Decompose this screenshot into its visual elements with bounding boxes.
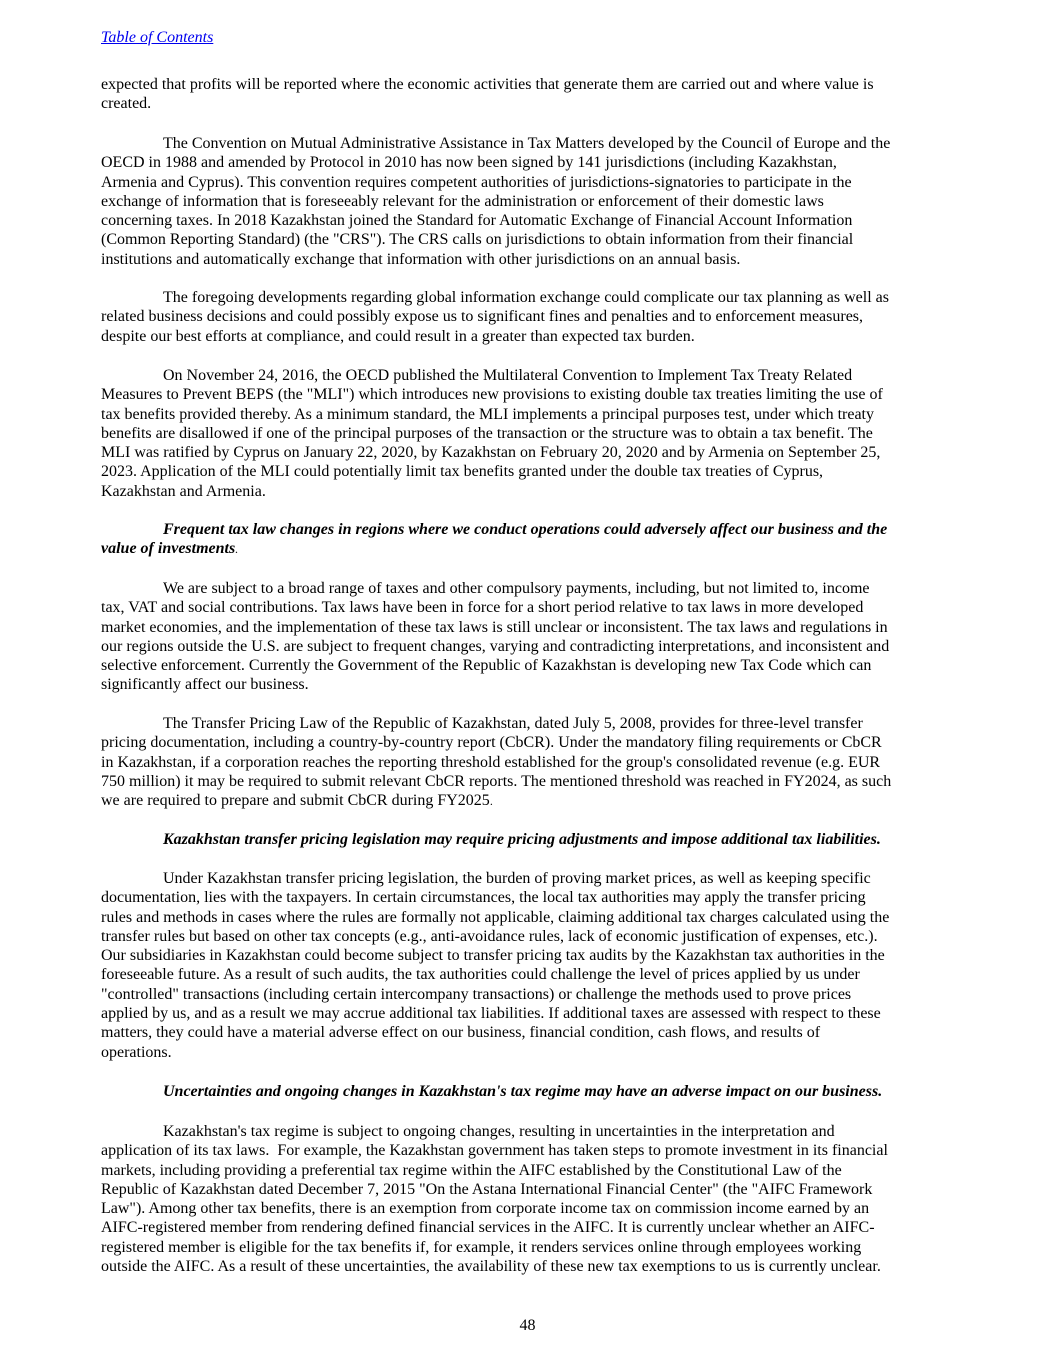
text-line: significantly affect our business.	[101, 676, 309, 694]
text-line: Kazakhstan's tax regime is subject to ongoing changes, resulting in uncertainties in the interpretation and	[163, 1123, 835, 1140]
text-line: tax, VAT and social contributions. Tax laws have been in force for a short period relative to tax laws in more developed	[101, 599, 864, 617]
risk-heading-frequent-tax-law-changes	[101, 520, 971, 560]
text-line: exchange of information that is foreseeably relevant for the administration or enforcement of their domestic laws	[101, 192, 824, 210]
heading-line: Kazakhstan transfer pricing legislation may require pricing adjustments and impose additional tax liabilities.	[163, 831, 881, 848]
text-line: outside the AIFC. As a result of these uncertainties, the availability of these new tax exemptions to us is currently unclear.	[101, 1258, 881, 1276]
text-line: OECD in 1988 and amended by Protocol in 2010 has now been signed by 141 jurisdictions (including Kazakhstan,	[101, 154, 837, 172]
text-line: The Convention on Mutual Administrative Assistance in Tax Matters developed by the Council of Europe and the	[163, 135, 891, 152]
risk-heading-tax-regime-uncertainties	[101, 1082, 971, 1101]
text-line: markets, including providing a preferential tax regime within the AIFC established by the Constitutional Law of the	[101, 1161, 842, 1179]
text-line: created.	[101, 95, 152, 113]
paragraph-mli	[101, 366, 971, 501]
text-line: Measures to Prevent BEPS (the "MLI") which introduces new provisions to existing double tax treaties limiting the use of	[101, 386, 883, 404]
text-line: The foregoing developments regarding global information exchange could complicate our tax planning as well as	[163, 289, 889, 306]
text-line: Armenia and Cyprus). This convention requires competent authorities of jurisdictions-signatories to participate in the	[101, 173, 852, 191]
text-line: documentation, lies with the taxpayers. In certain circumstances, the local tax authorities may apply the transfer pricing	[101, 889, 866, 907]
text-line: transfer rules but based on other tax concepts (e.g., anti-avoidance rules, lack of economic justification of expenses, etc.).	[101, 927, 878, 945]
text-line	[101, 791, 971, 811]
text-line: in Kazakhstan, if a corporation reaches the reporting threshold established for the group's consolidated revenue (e.g. EUR	[101, 753, 881, 771]
text-line: institutions and automatically exchange that information with other jurisdictions on an annual basis.	[101, 250, 741, 268]
text-line: despite our best efforts at compliance, and could result in a greater than expected tax burden.	[101, 327, 695, 345]
paragraph-transfer-pricing-law	[101, 714, 971, 811]
paragraph-compulsory-payments	[101, 579, 971, 695]
text-line: We are subject to a broad range of taxes and other compulsory payments, including, but not limited to, income	[163, 580, 870, 597]
text-line: foreseeable future. As a result of such audits, the tax authorities could challenge the level of prices applied by us under	[101, 966, 860, 984]
text-line: Republic of Kazakhstan dated December 7, 2015 "On the Astana International Financial Center" (the "AIFC Framework	[101, 1180, 873, 1198]
text-line: On November 24, 2016, the OECD published the Multilateral Convention to Implement Tax Treaty Related	[163, 367, 853, 384]
text-line: related business decisions and could possibly expose us to significant fines and penalties and to enforcement measures,	[101, 308, 864, 326]
paragraph-convention-mutual-assistance	[101, 134, 971, 269]
text-line: (Common Reporting Standard) (the "CRS"). The CRS calls on jurisdictions to obtain information from their financial	[101, 231, 854, 249]
paragraph-information-exchange	[101, 288, 971, 346]
heading-period: .	[235, 542, 239, 557]
text-line: benefits are disallowed if one of the principal purposes of the transaction or the structure was to obtain a tax benefit. The	[101, 424, 873, 442]
text-line: The Transfer Pricing Law of the Republic of Kazakhstan, dated July 5, 2008, provides for three-level transfer	[163, 715, 863, 732]
text-line: Kazakhstan and Armenia.	[101, 482, 266, 500]
text-line: selective enforcement. Currently the Government of the Republic of Kazakhstan is developing new Tax Code which can	[101, 657, 872, 675]
paragraph-transfer-pricing-burden	[101, 869, 971, 1062]
page-number: 48	[519, 1317, 536, 1334]
text-line: Our subsidiaries in Kazakhstan could become subject to transfer pricing tax audits by the Kazakhstan tax authorities in the	[101, 947, 885, 965]
paragraph-continuation	[101, 75, 971, 114]
text-line: market economies, and the implementation of these tax laws is still unclear or inconsistent. The tax laws and regulations in	[101, 618, 888, 636]
text-line: operations.	[101, 1043, 172, 1061]
text-line: expected that profits will be reported where the economic activities that generate them are carried out and where value is	[101, 76, 874, 93]
text-line: AIFC-registered member from rendering defined financial services in the AIFC. It is currently unclear whether an AIFC-	[101, 1219, 875, 1237]
text-line: concerning taxes. In 2018 Kazakhstan joined the Standard for Automatic Exchange of Financial Account Information	[101, 212, 853, 230]
heading-line	[101, 539, 971, 559]
text-line: registered member is eligible for the tax benefits if, for example, it renders services online through employees working	[101, 1238, 862, 1256]
text-line: "controlled" transactions (including certain intercompany transactions) or challenge the methods used to prove prices	[101, 985, 852, 1003]
text-period: .	[489, 794, 493, 809]
text-line: application of its tax laws. For example, the Kazakhstan government has taken steps to promote investment in its financial	[101, 1142, 888, 1160]
heading-line: Frequent tax law changes in regions where we conduct operations could adversely affect our business and the	[163, 521, 888, 538]
text-line: tax benefits provided thereby. As a minimum standard, the MLI implements a principal purposes test, under which treaty	[101, 405, 874, 423]
heading-text: value of investments	[101, 540, 236, 558]
text-line: MLI was ratified by Cyprus on January 22, 2020, by Kazakhstan on February 20, 2020 and by Armenia on September 25,	[101, 444, 881, 462]
text-segment: we are required to prepare and submit CbCR during FY2025	[101, 792, 490, 810]
text-line: 2023. Application of the MLI could potentially limit tax benefits granted under the double tax treaties of Cyprus,	[101, 463, 824, 481]
text-line: pricing documentation, including a country-by-country report (CbCR). Under the mandatory filing requirements or CbCR	[101, 734, 882, 752]
text-line: Under Kazakhstan transfer pricing legislation, the burden of proving market prices, as well as keeping specific	[163, 870, 871, 887]
risk-heading-transfer-pricing	[101, 830, 971, 849]
text-line: Law"). Among other tax benefits, there is an exemption from corporate income tax on commission income earned by an	[101, 1200, 870, 1218]
text-line: rules and methods in cases where the rules are formally not applicable, claiming additional tax charges calculated using the	[101, 908, 890, 926]
paragraph-aifc-tax-regime	[101, 1122, 971, 1276]
text-line: 750 million) it may be required to submit relevant CbCR reports. The mentioned threshold was reached in FY2024, as such	[101, 772, 892, 790]
text-line: our regions outside the U.S. are subject to frequent changes, varying and contradicting interpretations, and inconsistent and	[101, 637, 890, 655]
heading-line: Uncertainties and ongoing changes in Kazakhstan's tax regime may have an adverse impact on our business.	[163, 1083, 883, 1100]
text-line: applied by us, and as a result we may accrue additional tax liabilities. If additional taxes are assessed with respect to these	[101, 1005, 881, 1023]
table-of-contents-link[interactable]: Table of Contents	[101, 29, 214, 46]
text-line: matters, they could have a material adverse effect on our business, financial condition, cash flows, and results of	[101, 1024, 821, 1042]
